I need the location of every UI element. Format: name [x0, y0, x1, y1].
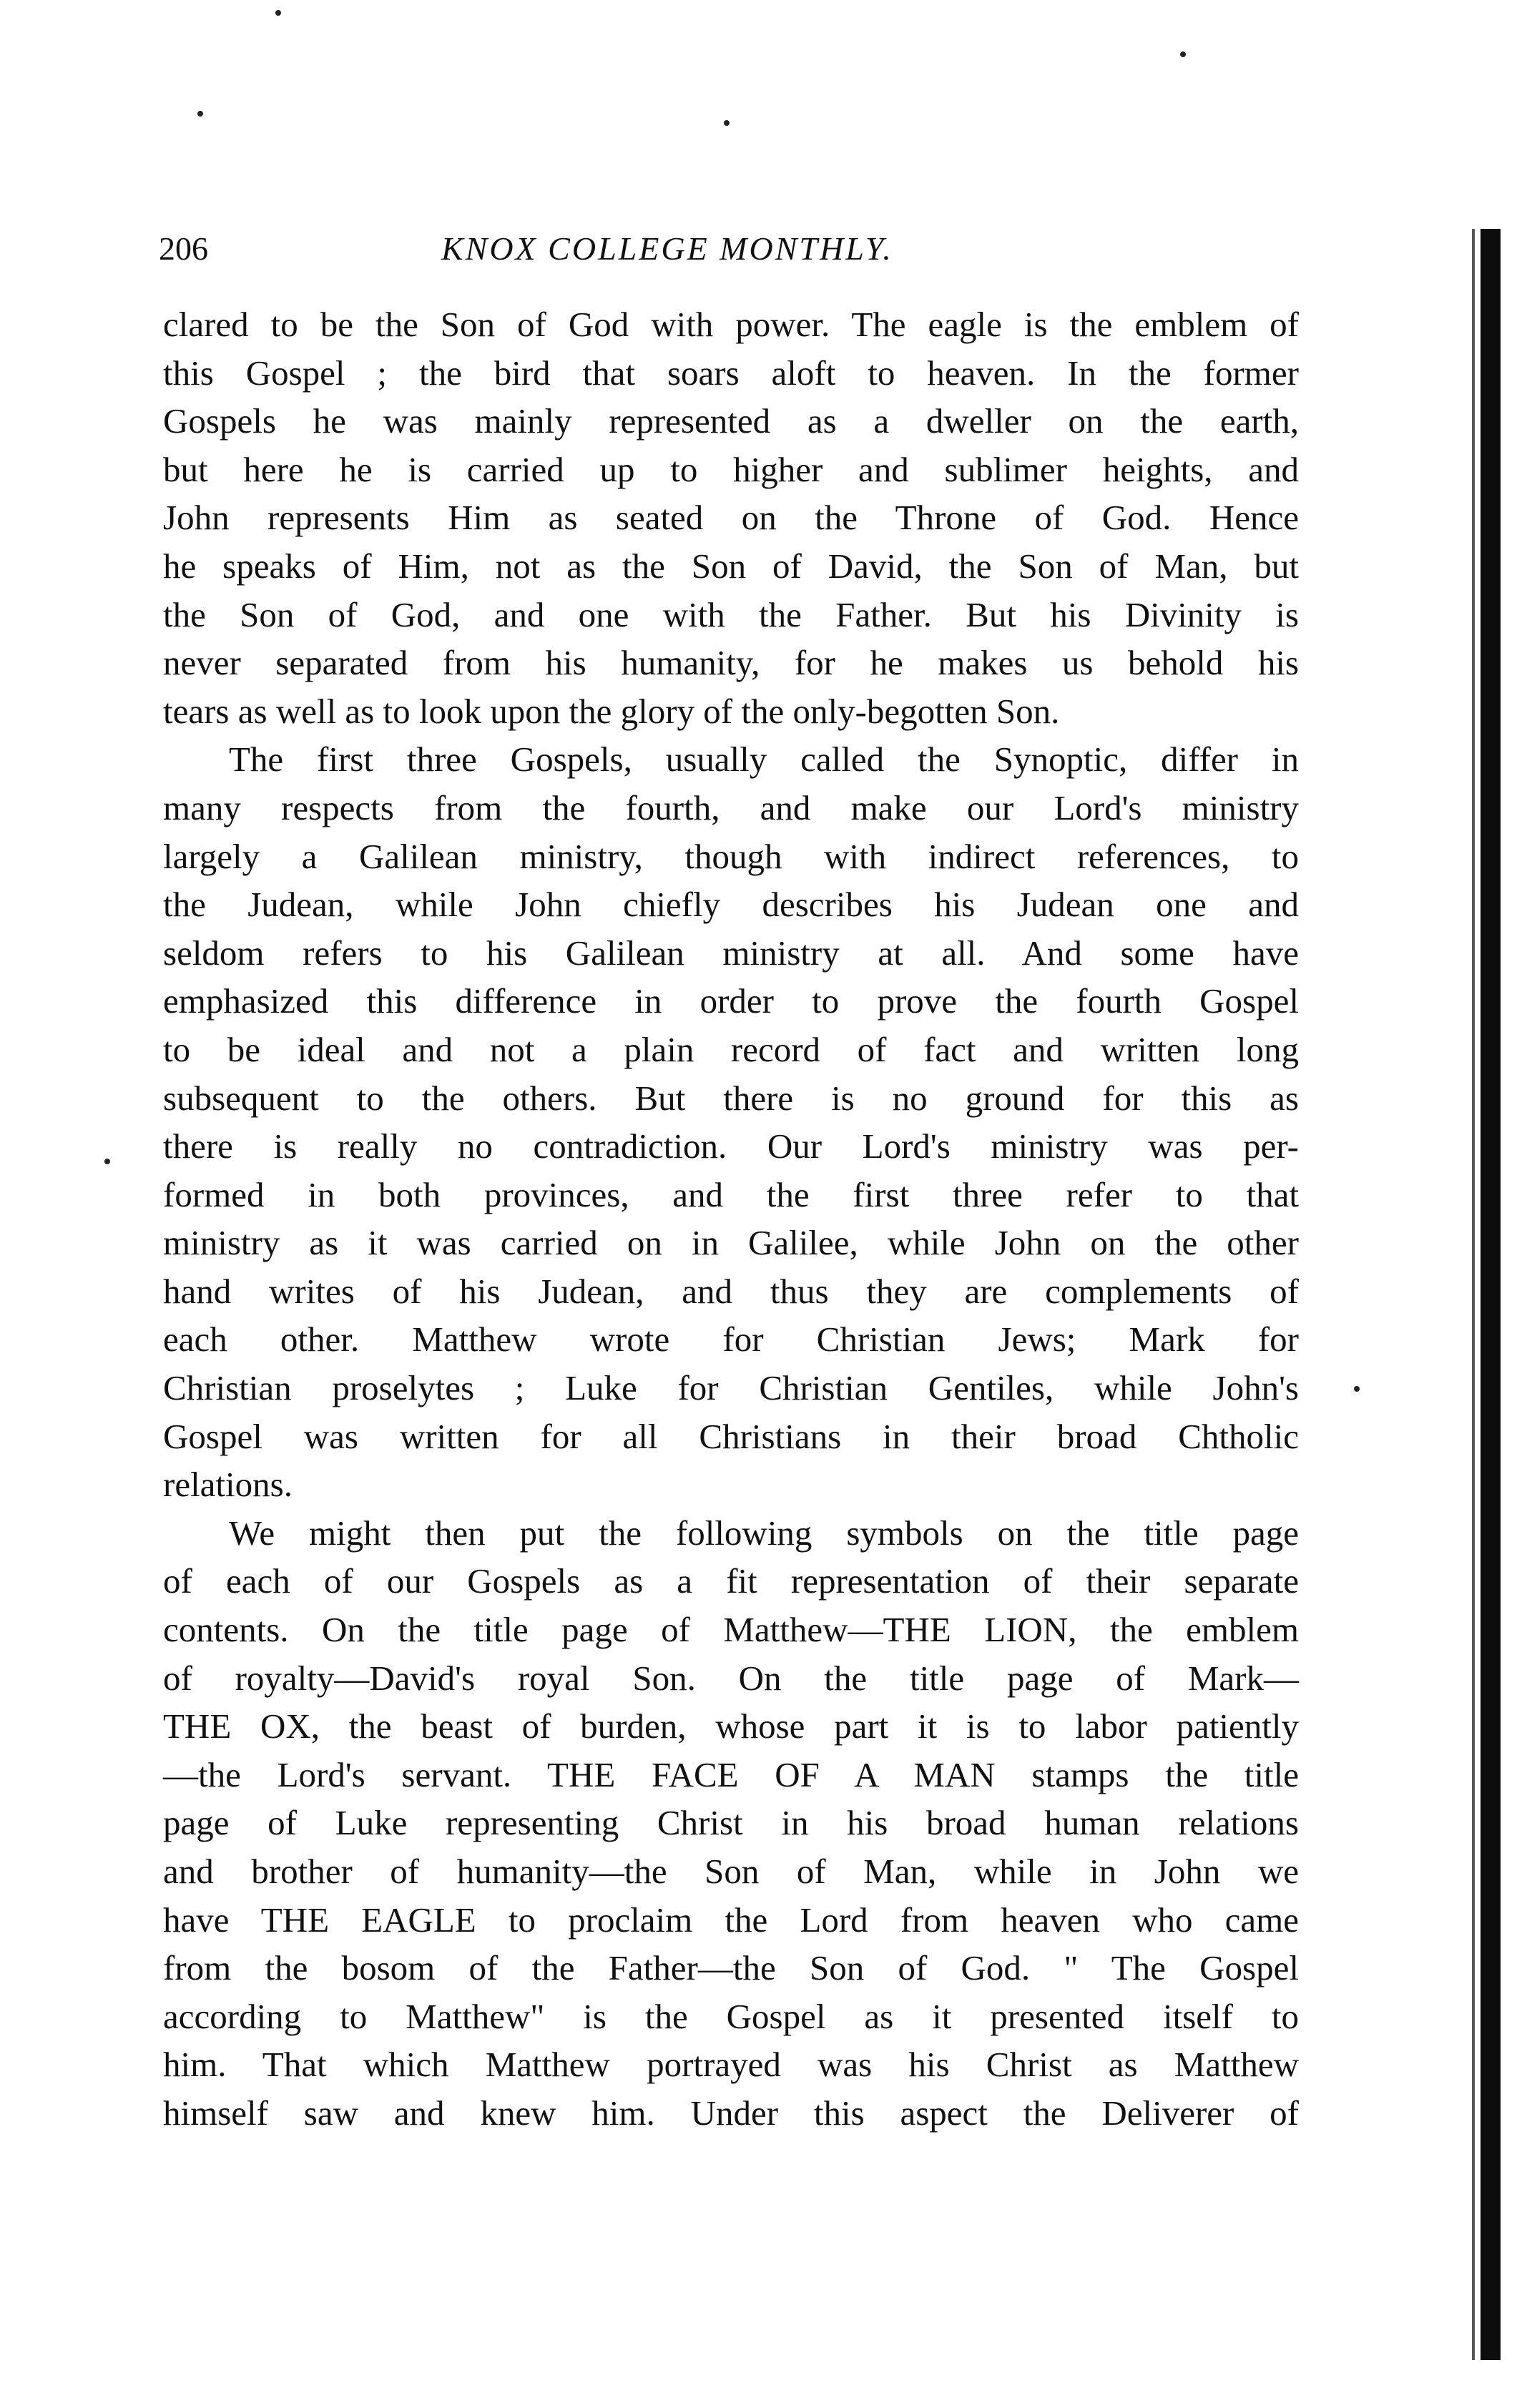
text-line: each other. Matthew wrote for Christian Jews; Mark for [163, 1320, 1299, 1360]
scan-speck [724, 120, 730, 126]
text-line: of royalty—David's royal Son. On the title page of Mark— [163, 1658, 1299, 1698]
body-text [163, 300, 1299, 2138]
text-line: emphasized this difference in order to prove the fourth Gospel [163, 981, 1299, 1021]
text-line: many respects from the fourth, and make our Lord's ministry [163, 787, 1299, 827]
text-line: largely a Galilean ministry, though with indirect references, to [163, 836, 1299, 876]
text-line: contents. On the title page of Matthew—THE LION, the emblem [163, 1610, 1299, 1650]
scan-speck [275, 10, 281, 16]
text-line: Christian proselytes ; Luke for Christian Gentiles, while John's [163, 1368, 1299, 1408]
text-line: clared to be the Son of God with power. The eagle is the emblem of [163, 305, 1299, 344]
scan-speck [1354, 1386, 1360, 1392]
text-line: The first three Gospels, usually called the Synoptic, differ in [229, 739, 1299, 780]
text-line: relations. [163, 1465, 293, 1505]
text-line: have THE EAGLE to proclaim the Lord from heaven who came [163, 1900, 1299, 1940]
text-line: John represents Him as seated on the Throne of God. Hence [163, 498, 1299, 538]
text-line: Gospels he was mainly represented as a dweller on the earth, [163, 401, 1299, 441]
text-line: and brother of humanity—the Son of Man, while in John we [163, 1852, 1299, 1891]
text-line: according to Matthew" is the Gospel as it presented itself to [163, 1996, 1299, 2036]
text-line: THE OX, the beast of burden, whose part it is to labor patiently [163, 1706, 1299, 1746]
scan-speck [197, 111, 203, 117]
text-line: the Son of God, and one with the Father. But his Divinity is [163, 594, 1299, 634]
text-line: he speaks of Him, not as the Son of David, the Son of Man, but [163, 546, 1299, 586]
text-line: this Gospel ; the bird that soars aloft to heaven. In the former [163, 353, 1299, 393]
text-line: of each of our Gospels as a fit representation of their separate [163, 1561, 1299, 1601]
text-line: from the bosom of the Father—the Son of God. " The Gospel [163, 1948, 1299, 1988]
text-line: the Judean, while John chiefly describes his Judean one and [163, 885, 1299, 925]
text-line: himself saw and knew him. Under this aspect the Deliverer of [163, 2093, 1299, 2133]
scan-speck [1180, 51, 1186, 57]
text-line: formed in both provinces, and the first three refer to that [163, 1174, 1299, 1214]
text-line: Gospel was written for all Christians in their broad Chtholic [163, 1416, 1299, 1456]
text-line: there is really no contradiction. Our Lord's ministry was per- [163, 1126, 1299, 1166]
text-line: tears as well as to look upon the glory of the only-begotten Son. [163, 691, 1060, 731]
text-line: page of Luke representing Christ in his broad human relations [163, 1803, 1299, 1843]
text-line: him. That which Matthew portrayed was his Christ as Matthew [163, 2045, 1299, 2085]
page-number: 206 [159, 230, 208, 267]
text-line: We might then put the following symbols on the title page [229, 1513, 1299, 1553]
scan-speck [104, 1159, 110, 1164]
text-line: never separated from his humanity, for he makes us behold his [163, 643, 1299, 683]
text-line: seldom refers to his Galilean ministry at all. And some have [163, 933, 1299, 973]
journal-title: KNOX COLLEGE MONTHLY. [441, 230, 893, 267]
text-line: to be ideal and not a plain record of fact and written long [163, 1029, 1299, 1069]
text-line: —the Lord's servant. THE FACE OF A MAN stamps the title [163, 1754, 1299, 1794]
text-line: but here he is carried up to higher and sublimer heights, and [163, 449, 1299, 489]
text-line: ministry as it was carried on in Galilee, while John on the other [163, 1223, 1299, 1263]
running-head [159, 227, 1303, 277]
page-binding-edge [1481, 229, 1501, 2360]
text-line: subsequent to the others. But there is no ground for this as [163, 1078, 1299, 1118]
text-line: hand writes of his Judean, and thus they are complements of [163, 1271, 1299, 1311]
